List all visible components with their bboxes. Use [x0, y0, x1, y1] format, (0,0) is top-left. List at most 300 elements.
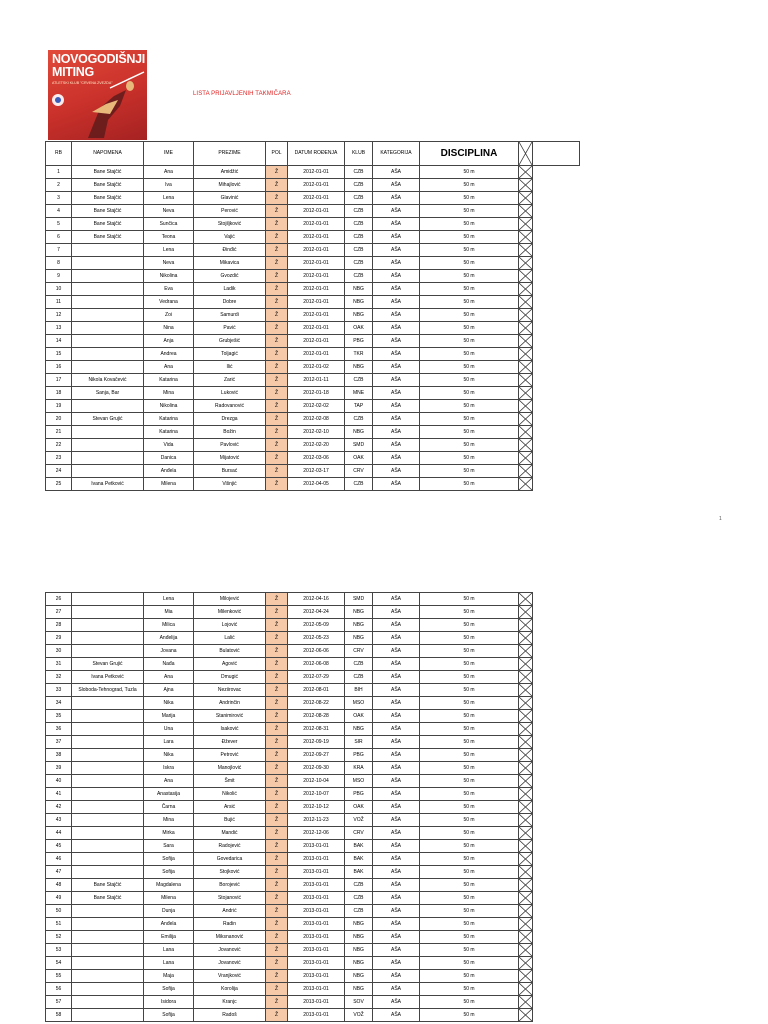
cell-prezime: Andrić: [194, 905, 266, 918]
cell-datum: 2012-01-01: [288, 257, 345, 270]
cell-kategorija: AŠA: [373, 322, 420, 335]
cell-rb: 58: [46, 1009, 72, 1022]
cell-datum: 2012-03-17: [288, 465, 345, 478]
cell-klub: CZB: [345, 413, 373, 426]
cell-disciplina: 50 m: [420, 931, 519, 944]
cross-cell: [519, 283, 533, 296]
cell-rb: 56: [46, 983, 72, 996]
cell-datum: 2012-08-22: [288, 697, 345, 710]
cross-cell: [519, 814, 533, 827]
cell-napomena: [72, 452, 144, 465]
cell-klub: NBG: [345, 296, 373, 309]
cross-icon: [519, 218, 532, 230]
cell-ime: Neva: [144, 205, 194, 218]
cross-cell: [519, 645, 533, 658]
cell-datum: 2013-01-01: [288, 905, 345, 918]
entries-table-page2: [45, 592, 580, 1022]
cell-disciplina: 50 m: [420, 413, 519, 426]
cell-datum: 2012-06-06: [288, 645, 345, 658]
cell-pol: Ž: [266, 788, 288, 801]
cell-datum: 2012-02-10: [288, 426, 345, 439]
cross-icon: [519, 814, 532, 826]
cell-datum: 2012-01-01: [288, 244, 345, 257]
header-kategorija: KATEGORIJA: [373, 142, 420, 166]
cell-napomena: [72, 866, 144, 879]
cell-prezime: Nikolić: [194, 788, 266, 801]
cell-kategorija: AŠA: [373, 309, 420, 322]
cell-ime: Mina: [144, 387, 194, 400]
cell-ime: Emilija: [144, 931, 194, 944]
cell-ime: Ana: [144, 361, 194, 374]
cell-klub: CZB: [345, 244, 373, 257]
table-row: [46, 801, 580, 814]
cell-napomena: [72, 593, 144, 606]
cross-cell: [519, 996, 533, 1009]
cell-ime: Vedrana: [144, 296, 194, 309]
cross-cell: [519, 465, 533, 478]
cell-kategorija: AŠA: [373, 179, 420, 192]
cross-cell: [519, 606, 533, 619]
table-row: [46, 918, 580, 931]
cell-prezime: Andrinčin: [194, 697, 266, 710]
cross-cell: [519, 905, 533, 918]
cell-klub: CZB: [345, 671, 373, 684]
cross-cell: [519, 270, 533, 283]
cross-icon: [519, 697, 532, 709]
cell-napomena: [72, 983, 144, 996]
cross-cell: [519, 309, 533, 322]
cell-disciplina: 50 m: [420, 814, 519, 827]
cell-klub: TAP: [345, 400, 373, 413]
cell-disciplina: 50 m: [420, 970, 519, 983]
table-row: [46, 840, 580, 853]
cross-cell: [519, 322, 533, 335]
cell-ime: Andrea: [144, 348, 194, 361]
cross-icon: [519, 723, 532, 735]
cell-napomena: [72, 606, 144, 619]
table-row: [46, 400, 580, 413]
cell-rb: 16: [46, 361, 72, 374]
cell-prezime: Isaković: [194, 723, 266, 736]
cell-klub: CZB: [345, 257, 373, 270]
cell-rb: 41: [46, 788, 72, 801]
cell-ime: Danica: [144, 452, 194, 465]
cell-pol: Ž: [266, 749, 288, 762]
cell-pol: Ž: [266, 996, 288, 1009]
cell-kategorija: AŠA: [373, 788, 420, 801]
cell-prezime: Dmugić: [194, 671, 266, 684]
cell-prezime: Govedarica: [194, 853, 266, 866]
cell-rb: 50: [46, 905, 72, 918]
cell-disciplina: 50 m: [420, 710, 519, 723]
table-row: [46, 697, 580, 710]
cell-datum: 2012-01-01: [288, 192, 345, 205]
cell-prezime: Mikavica: [194, 257, 266, 270]
header-row: [46, 142, 580, 166]
cell-datum: 2013-01-01: [288, 840, 345, 853]
cell-ime: Ana: [144, 671, 194, 684]
table-row: [46, 296, 580, 309]
cell-napomena: [72, 801, 144, 814]
header-empty-cell: [533, 142, 580, 166]
cross-cell: [519, 736, 533, 749]
cell-disciplina: 50 m: [420, 452, 519, 465]
cell-klub: SIR: [345, 736, 373, 749]
table-row: [46, 270, 580, 283]
table-row: [46, 814, 580, 827]
cross-icon: [519, 736, 532, 748]
cross-icon: [519, 788, 532, 800]
table-row: [46, 244, 580, 257]
cross-icon: [519, 866, 532, 878]
cell-napomena: [72, 1009, 144, 1022]
cross-cell: [519, 658, 533, 671]
cell-klub: OAK: [345, 322, 373, 335]
cell-napomena: Nikola Kovačević: [72, 374, 144, 387]
cell-pol: Ž: [266, 853, 288, 866]
cell-disciplina: 50 m: [420, 606, 519, 619]
cell-napomena: [72, 283, 144, 296]
table-row: [46, 205, 580, 218]
cell-prezime: Glavinić: [194, 192, 266, 205]
cell-disciplina: 50 m: [420, 283, 519, 296]
cell-kategorija: AŠA: [373, 387, 420, 400]
cell-rb: 6: [46, 231, 72, 244]
table-row: [46, 1009, 580, 1022]
table-row: [46, 632, 580, 645]
cell-rb: 31: [46, 658, 72, 671]
cross-cell: [519, 944, 533, 957]
cell-napomena: [72, 400, 144, 413]
cell-klub: CZB: [345, 270, 373, 283]
cross-icon: [519, 283, 532, 295]
table-row: [46, 218, 580, 231]
cell-disciplina: 50 m: [420, 853, 519, 866]
cell-pol: Ž: [266, 426, 288, 439]
cell-rb: 7: [46, 244, 72, 257]
cell-prezime: Stanimirović: [194, 710, 266, 723]
cell-prezime: Miksnanović: [194, 931, 266, 944]
cell-disciplina: 50 m: [420, 723, 519, 736]
cell-ime: Sofija: [144, 1009, 194, 1022]
cell-datum: 2012-01-01: [288, 348, 345, 361]
cell-pol: Ž: [266, 632, 288, 645]
cell-ime: Sunčica: [144, 218, 194, 231]
cross-icon: [519, 478, 532, 490]
header-klub: KLUB: [345, 142, 373, 166]
cell-ime: Ajna: [144, 684, 194, 697]
cell-datum: 2012-01-01: [288, 231, 345, 244]
cross-icon: [519, 192, 532, 204]
cell-datum: 2012-09-19: [288, 736, 345, 749]
cross-icon: [519, 671, 532, 683]
cell-disciplina: 50 m: [420, 996, 519, 1009]
cell-datum: 2012-01-01: [288, 309, 345, 322]
cell-pol: Ž: [266, 335, 288, 348]
cell-disciplina: 50 m: [420, 179, 519, 192]
cell-napomena: [72, 957, 144, 970]
cell-rb: 38: [46, 749, 72, 762]
cell-pol: Ž: [266, 866, 288, 879]
cell-disciplina: 50 m: [420, 762, 519, 775]
cell-rb: 21: [46, 426, 72, 439]
cell-pol: Ž: [266, 684, 288, 697]
cell-napomena: [72, 632, 144, 645]
cell-rb: 29: [46, 632, 72, 645]
cell-pol: Ž: [266, 309, 288, 322]
cell-datum: 2012-12-06: [288, 827, 345, 840]
cell-kategorija: AŠA: [373, 439, 420, 452]
cell-datum: 2013-01-01: [288, 983, 345, 996]
table-row: [46, 879, 580, 892]
cell-disciplina: 50 m: [420, 671, 519, 684]
table-row: [46, 593, 580, 606]
cell-datum: 2012-01-01: [288, 166, 345, 179]
table-row: [46, 361, 580, 374]
cell-napomena: [72, 619, 144, 632]
cell-napomena: Bane Stajčić: [72, 166, 144, 179]
cell-rb: 43: [46, 814, 72, 827]
cell-disciplina: 50 m: [420, 905, 519, 918]
cell-prezime: Amidžić: [194, 166, 266, 179]
cell-datum: 2013-01-01: [288, 1009, 345, 1022]
cell-prezime: Stojiljković: [194, 218, 266, 231]
cell-klub: NBG: [345, 983, 373, 996]
cell-klub: OAK: [345, 710, 373, 723]
cell-klub: VOŽ: [345, 814, 373, 827]
table-row: [46, 309, 580, 322]
cell-prezime: Kranjc: [194, 996, 266, 1009]
cell-prezime: Milojević: [194, 593, 266, 606]
cell-ime: Lana: [144, 957, 194, 970]
cross-icon: [519, 801, 532, 813]
cell-rb: 39: [46, 762, 72, 775]
entries-table-page1: [45, 141, 580, 491]
cell-napomena: [72, 762, 144, 775]
cell-pol: Ž: [266, 322, 288, 335]
cross-icon: [519, 1009, 532, 1021]
cell-disciplina: 50 m: [420, 840, 519, 853]
cell-kategorija: AŠA: [373, 270, 420, 283]
cell-pol: Ž: [266, 970, 288, 983]
cell-kategorija: AŠA: [373, 775, 420, 788]
cell-prezime: Jovanović: [194, 944, 266, 957]
cell-rb: 36: [46, 723, 72, 736]
cell-klub: NBG: [345, 944, 373, 957]
table-row: [46, 478, 580, 491]
cross-cell: [519, 231, 533, 244]
cell-kategorija: AŠA: [373, 918, 420, 931]
cell-disciplina: 50 m: [420, 387, 519, 400]
cross-icon: [519, 619, 532, 631]
table-row: [46, 710, 580, 723]
cell-datum: 2012-01-01: [288, 218, 345, 231]
cell-disciplina: 50 m: [420, 619, 519, 632]
cell-ime: Teona: [144, 231, 194, 244]
cell-datum: 2013-01-01: [288, 944, 345, 957]
cell-disciplina: 50 m: [420, 684, 519, 697]
cell-klub: VOŽ: [345, 1009, 373, 1022]
cell-rb: 20: [46, 413, 72, 426]
table-row: [46, 684, 580, 697]
cell-napomena: [72, 931, 144, 944]
cell-datum: 2012-10-12: [288, 801, 345, 814]
cross-cell: [519, 400, 533, 413]
cell-datum: 2012-01-18: [288, 387, 345, 400]
cell-ime: Sofija: [144, 983, 194, 996]
cross-icon: [519, 853, 532, 865]
cell-pol: Ž: [266, 840, 288, 853]
cell-disciplina: 50 m: [420, 244, 519, 257]
cell-datum: 2012-08-28: [288, 710, 345, 723]
cell-kategorija: AŠA: [373, 866, 420, 879]
cell-klub: PBG: [345, 788, 373, 801]
table-row: [46, 413, 580, 426]
table-row: [46, 166, 580, 179]
cross-cell: [519, 892, 533, 905]
cell-prezime: Samurdi: [194, 309, 266, 322]
cell-kategorija: AŠA: [373, 827, 420, 840]
cross-cell: [519, 957, 533, 970]
cross-icon: [519, 879, 532, 891]
cell-klub: NBG: [345, 918, 373, 931]
cell-klub: NBG: [345, 283, 373, 296]
cell-prezime: Stojanović: [194, 892, 266, 905]
cell-disciplina: 50 m: [420, 866, 519, 879]
cross-icon: [519, 658, 532, 670]
cross-cell: [519, 788, 533, 801]
cell-pol: Ž: [266, 218, 288, 231]
cell-prezime: Zarić: [194, 374, 266, 387]
cell-napomena: Sanja, Bar: [72, 387, 144, 400]
cell-napomena: [72, 814, 144, 827]
cell-klub: SMD: [345, 439, 373, 452]
cell-disciplina: 50 m: [420, 749, 519, 762]
cross-cell: [519, 257, 533, 270]
cross-icon: [519, 996, 532, 1008]
cross-cell: [519, 361, 533, 374]
cell-pol: Ž: [266, 231, 288, 244]
cell-klub: SOV: [345, 996, 373, 1009]
cell-napomena: [72, 723, 144, 736]
table-row: [46, 283, 580, 296]
cell-rb: 33: [46, 684, 72, 697]
cell-napomena: [72, 270, 144, 283]
cell-klub: CZB: [345, 478, 373, 491]
cross-cell: [519, 413, 533, 426]
cell-pol: Ž: [266, 697, 288, 710]
cell-ime: Lena: [144, 244, 194, 257]
cell-klub: CZB: [345, 179, 373, 192]
cell-datum: 2012-02-20: [288, 439, 345, 452]
cell-pol: Ž: [266, 257, 288, 270]
cell-klub: CZB: [345, 166, 373, 179]
table-row: [46, 465, 580, 478]
cross-cell: [519, 775, 533, 788]
cell-ime: Mina: [144, 814, 194, 827]
cross-icon: [519, 775, 532, 787]
cell-datum: 2012-04-05: [288, 478, 345, 491]
cell-datum: 2012-05-23: [288, 632, 345, 645]
cell-rb: 44: [46, 827, 72, 840]
cell-prezime: Manojlović: [194, 762, 266, 775]
table-row: [46, 322, 580, 335]
cell-kategorija: AŠA: [373, 931, 420, 944]
cell-pol: Ž: [266, 452, 288, 465]
cell-prezime: Đinđić: [194, 244, 266, 257]
cell-disciplina: 50 m: [420, 270, 519, 283]
cell-rb: 24: [46, 465, 72, 478]
cell-prezime: Vajić: [194, 231, 266, 244]
cell-datum: 2012-07-29: [288, 671, 345, 684]
cell-rb: 14: [46, 335, 72, 348]
cell-datum: 2012-10-04: [288, 775, 345, 788]
cell-pol: Ž: [266, 918, 288, 931]
cell-pol: Ž: [266, 439, 288, 452]
cell-klub: SMD: [345, 593, 373, 606]
cell-ime: Anđela: [144, 918, 194, 931]
cross-icon: [519, 322, 532, 334]
table-row: [46, 387, 580, 400]
cell-napomena: [72, 645, 144, 658]
cell-klub: PBG: [345, 749, 373, 762]
cell-disciplina: 50 m: [420, 827, 519, 840]
table-row: [46, 996, 580, 1009]
table-row: [46, 374, 580, 387]
cross-cell: [519, 749, 533, 762]
cell-prezime: Toljagić: [194, 348, 266, 361]
cell-kategorija: AŠA: [373, 749, 420, 762]
cell-napomena: [72, 853, 144, 866]
table-row: [46, 671, 580, 684]
cross-icon: [519, 983, 532, 995]
cell-datum: 2012-01-01: [288, 296, 345, 309]
cross-icon: [519, 827, 532, 839]
cell-prezime: Gvozdić: [194, 270, 266, 283]
cell-prezime: Korolija: [194, 983, 266, 996]
cell-disciplina: 50 m: [420, 348, 519, 361]
cell-disciplina: 50 m: [420, 257, 519, 270]
cell-pol: Ž: [266, 619, 288, 632]
header-rb: RB: [46, 142, 72, 166]
cross-cell: [519, 853, 533, 866]
cell-prezime: Bujić: [194, 814, 266, 827]
cell-kategorija: AŠA: [373, 801, 420, 814]
header-napomena: NAPOMENA: [72, 142, 144, 166]
cross-icon: [519, 244, 532, 256]
cell-kategorija: AŠA: [373, 814, 420, 827]
cell-pol: Ž: [266, 361, 288, 374]
cell-prezime: Agović: [194, 658, 266, 671]
cell-datum: 2013-01-01: [288, 866, 345, 879]
cross-icon: [519, 309, 532, 321]
cell-prezime: Milenković: [194, 606, 266, 619]
cell-datum: 2012-01-02: [288, 361, 345, 374]
cell-ime: Nika: [144, 749, 194, 762]
cell-datum: 2012-04-24: [288, 606, 345, 619]
cell-kategorija: AŠA: [373, 296, 420, 309]
cross-cell: [519, 593, 533, 606]
cell-pol: Ž: [266, 723, 288, 736]
cross-cell: [519, 439, 533, 452]
cell-pol: Ž: [266, 374, 288, 387]
cell-napomena: [72, 335, 144, 348]
cell-pol: Ž: [266, 283, 288, 296]
cell-napomena: [72, 361, 144, 374]
cell-rb: 2: [46, 179, 72, 192]
cell-napomena: [72, 244, 144, 257]
cross-cell: [519, 218, 533, 231]
